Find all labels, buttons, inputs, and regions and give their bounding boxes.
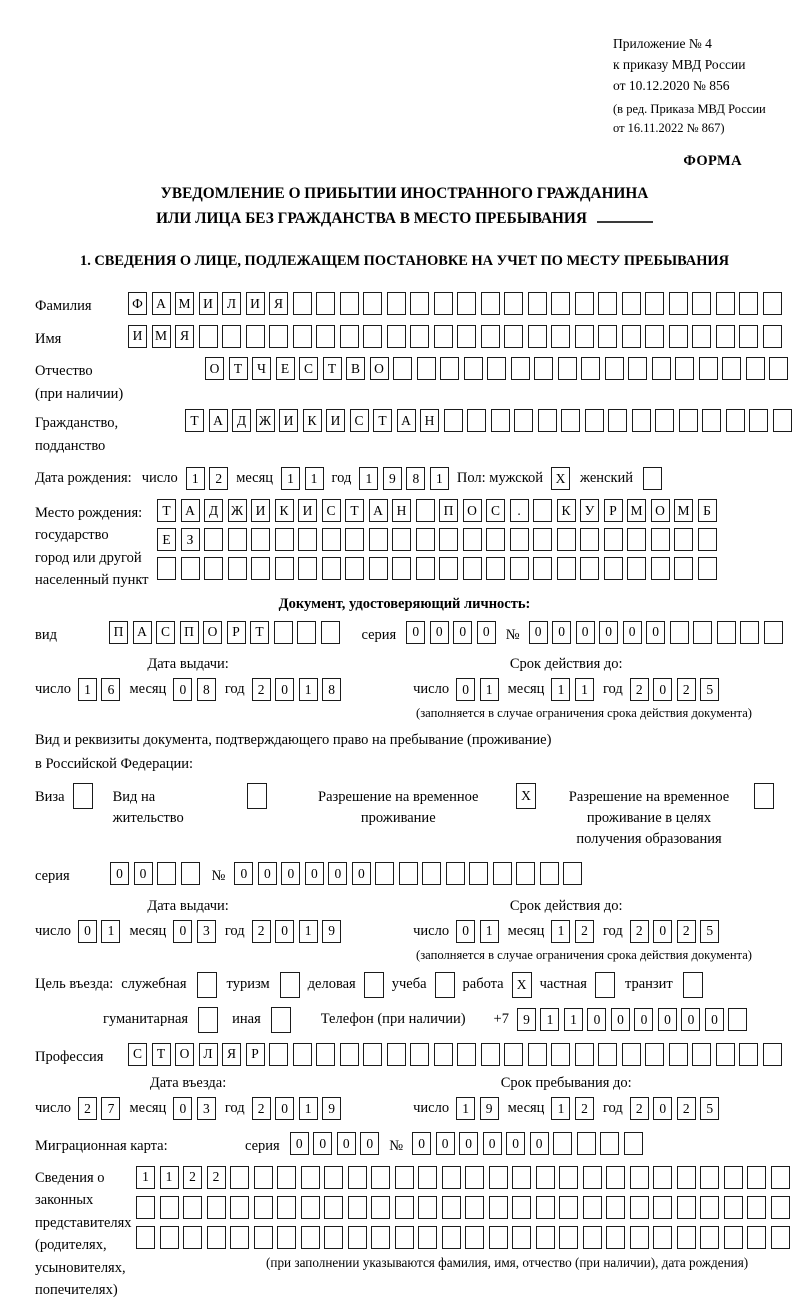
year-label: год — [224, 1100, 245, 1117]
phone-prefix: +7 — [493, 1011, 509, 1028]
migration-number-boxes[interactable]: 0 0 0 0 0 0 — [412, 1132, 643, 1155]
residence-expiry-heading: Срок действия до: — [509, 897, 623, 914]
form-title-line2: ИЛИ ЛИЦА БЕЗ ГРАЖДАНСТВА В МЕСТО ПРЕБЫВАНИЯ — [156, 209, 587, 227]
migration-card-label: Миграционная карта: — [35, 1138, 168, 1155]
residence-expiry-year-boxes[interactable]: 2 0 2 5 — [630, 920, 720, 943]
entry-dates — [35, 1075, 774, 1120]
citizenship-row — [35, 409, 774, 457]
month-label: месяц — [129, 681, 167, 698]
year-label: год — [224, 922, 245, 939]
doc-issue-date — [35, 656, 341, 701]
purpose-label: Цель въезда: — [35, 976, 114, 993]
birthplace-row — [35, 499, 774, 592]
reference-line: от 10.12.2020 № 856 — [613, 77, 730, 93]
stay-until-date — [413, 1075, 719, 1120]
citizenship-label: Гражданство, подданство — [35, 415, 119, 454]
migration-card-row — [35, 1132, 774, 1157]
reference-edit-line: (в ред. Приказа МВД России — [613, 101, 766, 116]
identity-doc-heading: Документ, удостоверяющий личность: — [278, 595, 531, 612]
birthplace-boxes-row3[interactable] — [157, 557, 717, 580]
stay-month-boxes[interactable]: 1 2 — [551, 1097, 594, 1120]
study-residence-label: Разрешение на временное проживание в целях получения образования — [568, 789, 730, 848]
firstname-row — [35, 325, 774, 350]
reference-line: Приложение № 4 — [613, 36, 712, 51]
purpose-humanitarian-checkbox[interactable] — [198, 1007, 218, 1033]
gender-female-checkbox[interactable] — [643, 467, 662, 490]
entry-date-heading: Дата въезда: — [149, 1075, 227, 1092]
month-label: месяц — [129, 922, 167, 939]
doc-series-label: серия — [361, 626, 397, 643]
purpose-transit-label: транзит — [624, 976, 673, 993]
month-label: месяц — [507, 922, 545, 939]
entry-year-boxes[interactable]: 2 0 1 9 — [252, 1097, 342, 1120]
purpose-work-checkbox[interactable]: X — [512, 972, 532, 998]
purpose-other-checkbox[interactable] — [271, 1007, 291, 1033]
birth-month-boxes[interactable]: 1 1 — [281, 467, 324, 490]
birth-day-boxes[interactable]: 1 2 — [186, 467, 229, 490]
doc-issue-month-boxes[interactable]: 0 8 — [173, 678, 216, 701]
entry-month-boxes[interactable]: 0 3 — [173, 1097, 216, 1120]
birth-year-boxes[interactable]: 1 9 8 1 — [359, 467, 449, 490]
gender-male-label: Пол: мужской — [456, 470, 544, 487]
representatives-row — [35, 1164, 774, 1301]
residence-permit-checkbox[interactable] — [247, 783, 267, 809]
residence-doc-dates — [35, 898, 774, 943]
birthplace-boxes-row1[interactable]: Т А Д Ж И К И С Т А Н П О С . К У Р М О М Б — [157, 499, 717, 522]
day-label: число — [35, 1100, 71, 1117]
surname-boxes[interactable]: Ф А М И Л И Я — [128, 292, 782, 315]
patronymic-boxes[interactable]: О Т Ч Е С Т В О — [205, 357, 788, 380]
stay-until-heading: Срок пребывания до: — [500, 1075, 632, 1092]
month-label: месяц — [236, 470, 274, 487]
profession-boxes[interactable]: С Т О Л Я Р — [128, 1043, 782, 1066]
residence-number-label: № — [211, 868, 226, 885]
stay-day-boxes[interactable]: 1 9 — [456, 1097, 499, 1120]
firstname-label: Имя — [35, 330, 62, 347]
residence-expiry-date — [413, 898, 719, 943]
purpose-study-checkbox[interactable] — [435, 972, 455, 998]
day-label: число — [141, 470, 178, 487]
migration-number-label: № — [389, 1138, 404, 1155]
residence-permit-label: Вид на жительство — [112, 789, 184, 827]
form-label: ФОРМА — [683, 153, 742, 170]
residence-issue-heading: Дата выдачи: — [147, 897, 229, 914]
year-label: год — [602, 922, 623, 939]
doc-issue-year-boxes[interactable]: 2 0 1 8 — [252, 678, 342, 701]
identity-doc-row — [35, 621, 774, 646]
phone-boxes[interactable]: 9 1 1 0 0 0 0 0 0 — [517, 1008, 748, 1031]
doc-expiry-note: (заполняется в случае ограничения срока действия документа) — [416, 706, 752, 721]
purpose-tourism-label: туризм — [226, 976, 270, 993]
representatives-note: (при заполнении указываются фамилия, имя, отчество (при наличии), дата рождения) — [266, 1254, 749, 1270]
doc-expiry-year-boxes[interactable]: 2 0 2 5 — [630, 678, 720, 701]
phone-label: Телефон (при наличии) — [320, 1011, 466, 1028]
purpose-business-label: деловая — [307, 976, 356, 993]
representatives-boxes-row1[interactable]: 1 1 2 2 — [136, 1166, 790, 1189]
residence-options-row — [35, 783, 774, 850]
purpose-private-checkbox[interactable] — [595, 972, 615, 998]
visa-checkbox[interactable] — [73, 783, 93, 809]
purpose-official-label: служебная — [121, 976, 187, 993]
residence-issue-month-boxes[interactable]: 0 3 — [173, 920, 216, 943]
migration-series-label: серия — [245, 1138, 280, 1155]
month-label: месяц — [507, 1100, 545, 1117]
doc-expiry-heading: Срок действия до: — [509, 656, 623, 673]
patronymic-label: Отчество (при наличии) — [35, 363, 124, 402]
doc-issue-heading: Дата выдачи: — [147, 656, 229, 673]
day-label: число — [35, 681, 71, 698]
doc-kind-label: вид — [35, 626, 57, 643]
doc-number-label: № — [505, 626, 520, 643]
birthdate-label: Дата рождения: — [35, 470, 132, 487]
residence-number-boxes[interactable]: 0 0 0 0 0 0 — [234, 862, 582, 885]
doc-issue-day-boxes[interactable]: 1 6 — [78, 678, 121, 701]
representatives-label: Сведения о законных представителях (родителях, усыновителях, попечителях) — [35, 1169, 132, 1298]
doc-expiry-month-boxes[interactable]: 1 1 — [551, 678, 594, 701]
form-title-line1: УВЕДОМЛЕНИЕ О ПРИБЫТИИ ИНОСТРАННОГО ГРАЖДАНИНА — [160, 185, 649, 203]
residence-issue-year-boxes[interactable]: 2 0 1 9 — [252, 920, 342, 943]
residence-expiry-day-boxes[interactable]: 0 1 — [456, 920, 499, 943]
purpose-tourism-checkbox[interactable] — [280, 972, 300, 998]
residence-issue-day-boxes[interactable]: 0 1 — [78, 920, 121, 943]
birthplace-label: Место рождения: государство город или другой населенный пункт — [35, 505, 149, 589]
firstname-boxes[interactable]: И М Я — [128, 325, 782, 348]
purpose-transit-checkbox[interactable] — [683, 972, 703, 998]
birthdate-row — [35, 467, 774, 490]
residence-issue-date — [35, 898, 341, 943]
profession-row — [35, 1043, 774, 1068]
gender-male-checkbox[interactable]: X — [551, 467, 570, 490]
residence-expiry-month-boxes[interactable]: 1 2 — [551, 920, 594, 943]
year-label: год — [224, 681, 245, 698]
temp-residence-label: Разрешение на временное проживание — [318, 789, 479, 827]
temp-residence-checkbox[interactable]: X — [516, 783, 536, 809]
reference-line: к приказу МВД России — [613, 56, 746, 72]
page-number-blank — [597, 221, 653, 223]
profession-label: Профессия — [35, 1048, 104, 1065]
stay-year-boxes[interactable]: 2 0 2 5 — [630, 1097, 720, 1120]
visa-label: Виза — [35, 789, 65, 806]
purpose-work-label: работа — [462, 976, 504, 993]
day-label: число — [413, 681, 450, 698]
entry-date — [35, 1075, 341, 1120]
form-title — [35, 182, 774, 231]
surname-label: Фамилия — [35, 298, 92, 315]
representatives-boxes-row2[interactable] — [136, 1196, 790, 1219]
citizenship-boxes[interactable]: Т А Д Ж И К И С Т А Н — [185, 409, 792, 432]
representatives-boxes-row3[interactable] — [136, 1226, 790, 1249]
month-label: месяц — [507, 681, 545, 698]
purpose-other-label: иная — [232, 1011, 261, 1028]
purpose-business-checkbox[interactable] — [364, 972, 384, 998]
purpose-row — [35, 972, 774, 998]
day-label: число — [413, 922, 450, 939]
doc-number-boxes[interactable]: 0 0 0 0 0 0 — [529, 621, 783, 644]
doc-expiry-day-boxes[interactable]: 0 1 — [456, 678, 499, 701]
reference-edit-line: от 16.11.2022 № 867) — [613, 120, 725, 135]
residence-doc-intro: Вид и реквизиты документа, подтверждающего право на пребывание (проживание) в Российской Федерации: — [35, 732, 552, 773]
purpose-private-label: частная — [539, 976, 587, 993]
purpose-official-checkbox[interactable] — [197, 972, 217, 998]
residence-expiry-note: (заполняется в случае ограничения срока действия документа) — [416, 947, 752, 962]
month-label: месяц — [129, 1100, 167, 1117]
year-label: год — [602, 681, 623, 698]
year-label: год — [602, 1100, 623, 1117]
purpose-row2 — [103, 1007, 774, 1033]
day-label: число — [413, 1100, 450, 1117]
doc-kind-boxes[interactable]: П А С П О Р Т — [109, 621, 340, 644]
patronymic-row — [35, 357, 774, 405]
surname-row — [35, 292, 774, 317]
day-label: число — [35, 922, 71, 939]
entry-day-boxes[interactable]: 2 7 — [78, 1097, 121, 1120]
year-label: год — [331, 470, 352, 487]
study-residence-checkbox[interactable] — [754, 783, 774, 809]
residence-series-label: серия — [35, 868, 70, 885]
birthplace-boxes-row2[interactable]: Е З — [157, 528, 717, 551]
residence-series-row — [35, 862, 774, 887]
doc-expiry-date — [413, 656, 719, 701]
residence-series-boxes[interactable]: 0 0 — [110, 862, 200, 885]
purpose-study-label: учеба — [391, 976, 427, 993]
purpose-humanitarian-label: гуманитарная — [103, 1011, 189, 1028]
section1-heading: 1. СВЕДЕНИЯ О ЛИЦЕ, ПОДЛЕЖАЩЕМ ПОСТАНОВКЕ НА УЧЕТ ПО МЕСТУ ПРЕБЫВАНИЯ — [80, 253, 729, 270]
migration-series-boxes[interactable]: 0 0 0 0 — [290, 1132, 380, 1155]
gender-female-label: женский — [580, 470, 634, 487]
doc-series-boxes[interactable]: 0 0 0 0 — [406, 621, 496, 644]
document-reference — [613, 34, 808, 137]
identity-doc-dates — [35, 656, 774, 701]
